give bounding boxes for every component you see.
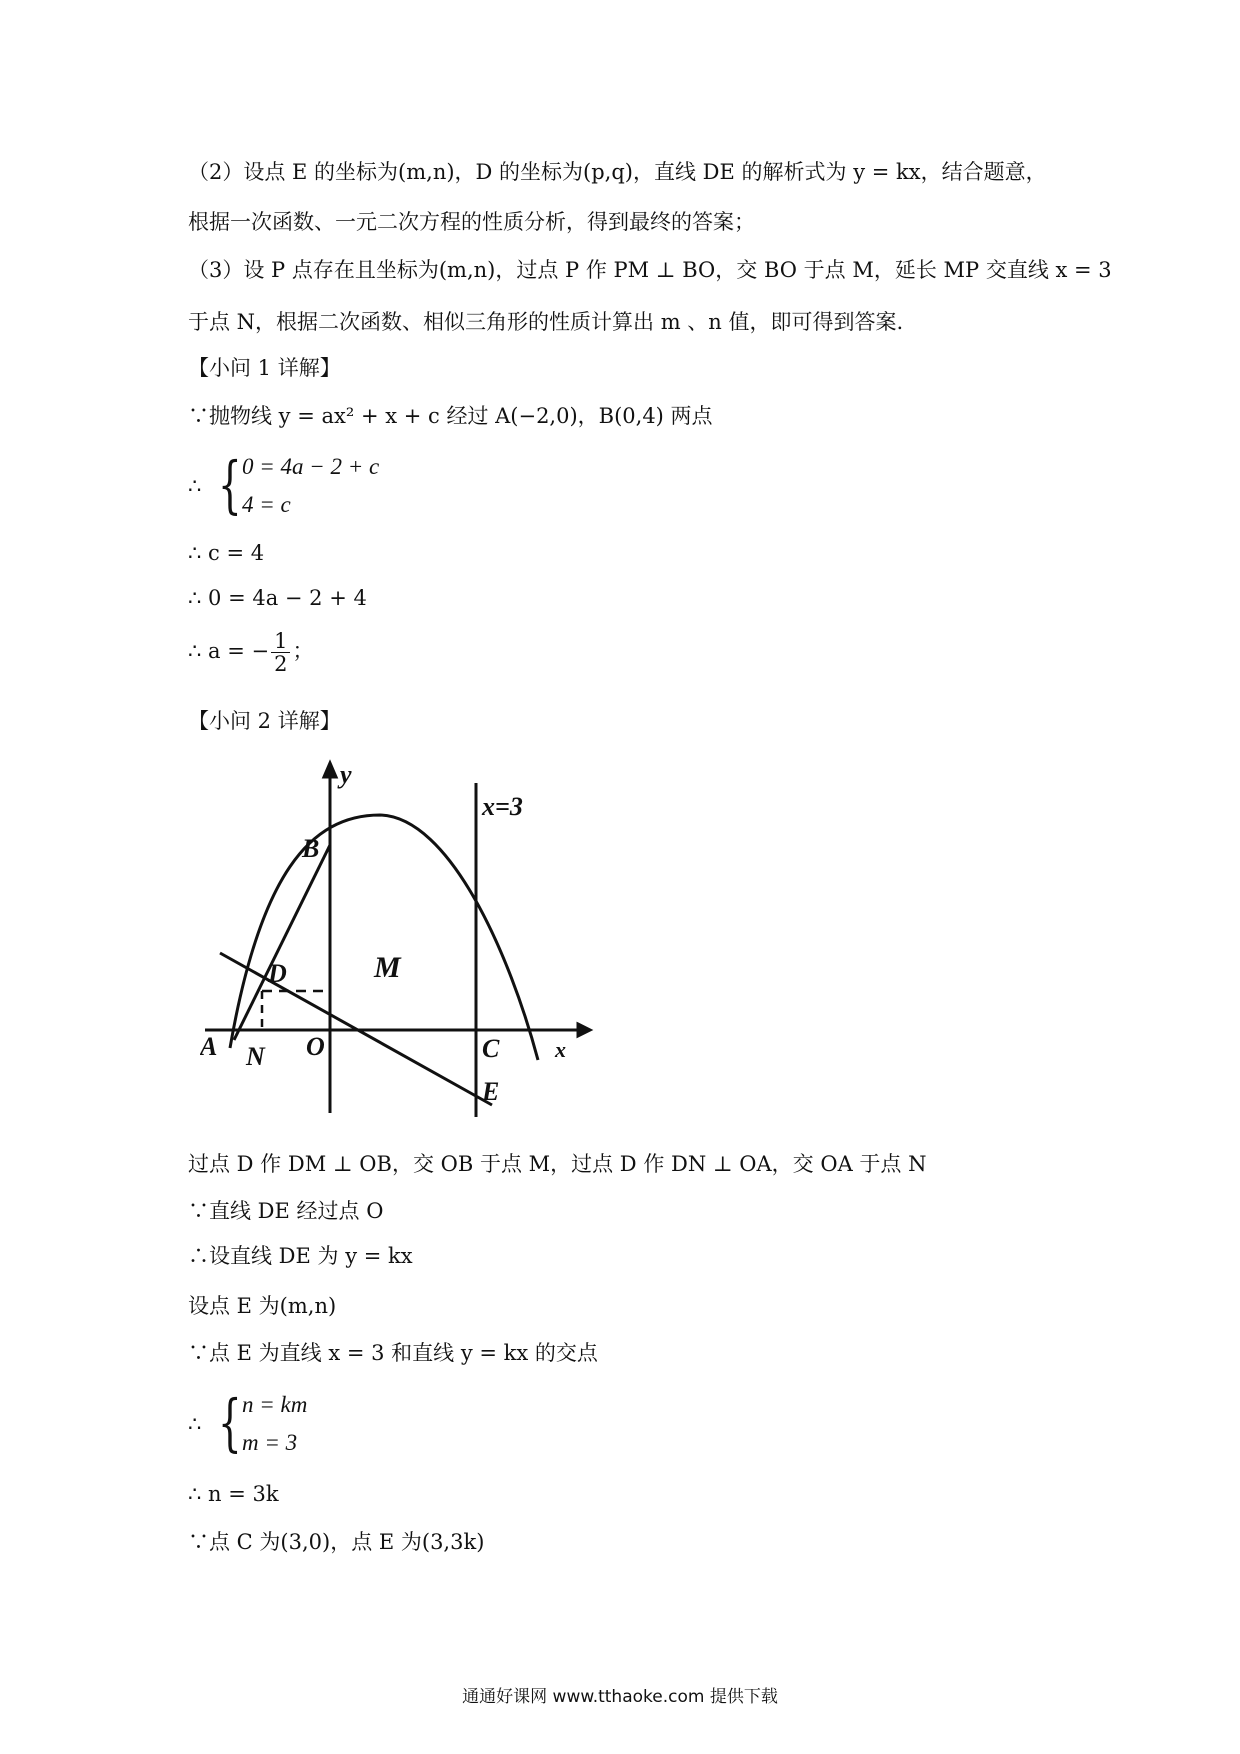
system-row-1: 0 = 4a − 2 + c bbox=[242, 454, 380, 479]
q1-line4-suffix: ； bbox=[292, 639, 314, 663]
q1-line4-prefix: ∴ a = − bbox=[188, 639, 270, 663]
therefore-symbol: ∴ bbox=[188, 1412, 202, 1436]
system-row-2: 4 = c bbox=[242, 492, 291, 517]
q2-line7: ∵点 C 为(3,0)，点 E 为(3,3k) bbox=[188, 1530, 485, 1554]
q2-line2: ∵直线 DE 经过点 O bbox=[188, 1199, 384, 1223]
analysis-p2-line2: 根据一次函数、一元二次方程的性质分析，得到最终的答案； bbox=[188, 210, 755, 234]
system-row-1: n = km bbox=[242, 1392, 308, 1417]
q1-line2: ∴ c = 4 bbox=[188, 541, 265, 565]
label-n: N bbox=[246, 1042, 265, 1071]
therefore-symbol: ∴ bbox=[188, 474, 202, 498]
parabola-figure bbox=[200, 755, 600, 1139]
q1-line4 bbox=[188, 628, 313, 675]
label-x: x bbox=[555, 1037, 566, 1062]
label-a: A bbox=[200, 1032, 218, 1061]
q2-line3: ∴设直线 DE 为 y = kx bbox=[188, 1244, 413, 1268]
q2-heading: 【小问 2 详解】 bbox=[188, 709, 341, 733]
label-d: D bbox=[268, 959, 287, 988]
left-brace: { bbox=[218, 448, 242, 521]
q2-line6: ∴ n = 3k bbox=[188, 1482, 279, 1506]
q1-line1: ∵抛物线 y = ax² + x + c 经过 A(−2,0)，B(0,4) 两点 bbox=[188, 404, 713, 428]
q1-heading: 【小问 1 详解】 bbox=[188, 356, 341, 380]
q2-line4: 设点 E 为(m,n) bbox=[188, 1294, 337, 1318]
fraction-denominator: 2 bbox=[274, 652, 288, 676]
q2-equation-system bbox=[188, 1388, 448, 1468]
y-axis-arrow bbox=[324, 763, 336, 777]
q1-line3: ∴ 0 = 4a − 2 + 4 bbox=[188, 586, 367, 610]
label-c: C bbox=[482, 1034, 500, 1063]
fraction-numerator: 1 bbox=[271, 630, 290, 653]
label-e: E bbox=[482, 1077, 500, 1106]
q2-line1: 过点 D 作 DM ⊥ OB，交 OB 于点 M，过点 D 作 DN ⊥ OA，交 OA 于点 N bbox=[188, 1152, 927, 1176]
q2-line5: ∵点 E 为直线 x = 3 和直线 y = kx 的交点 bbox=[188, 1341, 598, 1365]
chord-ab bbox=[234, 845, 330, 1040]
q1-equation-system bbox=[188, 450, 448, 530]
system-row-2: m = 3 bbox=[242, 1430, 298, 1455]
label-o: O bbox=[306, 1032, 325, 1061]
analysis-p3-line1: （3）设 P 点存在且坐标为(m,n)，过点 P 作 PM ⊥ BO，交 BO 于点 M，延长 MP 交直线 x = 3 bbox=[188, 258, 1112, 282]
label-y: y bbox=[340, 760, 352, 789]
fraction bbox=[271, 630, 290, 675]
label-b: B bbox=[302, 834, 320, 863]
analysis-p3-line2: 于点 N，根据二次函数、相似三角形的性质计算出 m 、n 值，即可得到答案. bbox=[188, 310, 904, 334]
page-footer: 通通好课网 www.tthaoke.com 提供下载 bbox=[462, 1687, 778, 1707]
label-x-eq-3: x=3 bbox=[482, 792, 523, 821]
parabola-curve bbox=[230, 815, 538, 1060]
analysis-p2-line1: （2）设点 E 的坐标为(m,n)，D 的坐标为(p,q)，直线 DE 的解析式为 y = kx，结合题意， bbox=[188, 160, 1047, 184]
figure-svg bbox=[200, 755, 600, 1135]
left-brace: { bbox=[218, 1386, 242, 1459]
x-axis-arrow bbox=[578, 1024, 590, 1036]
label-m: M bbox=[374, 951, 401, 984]
